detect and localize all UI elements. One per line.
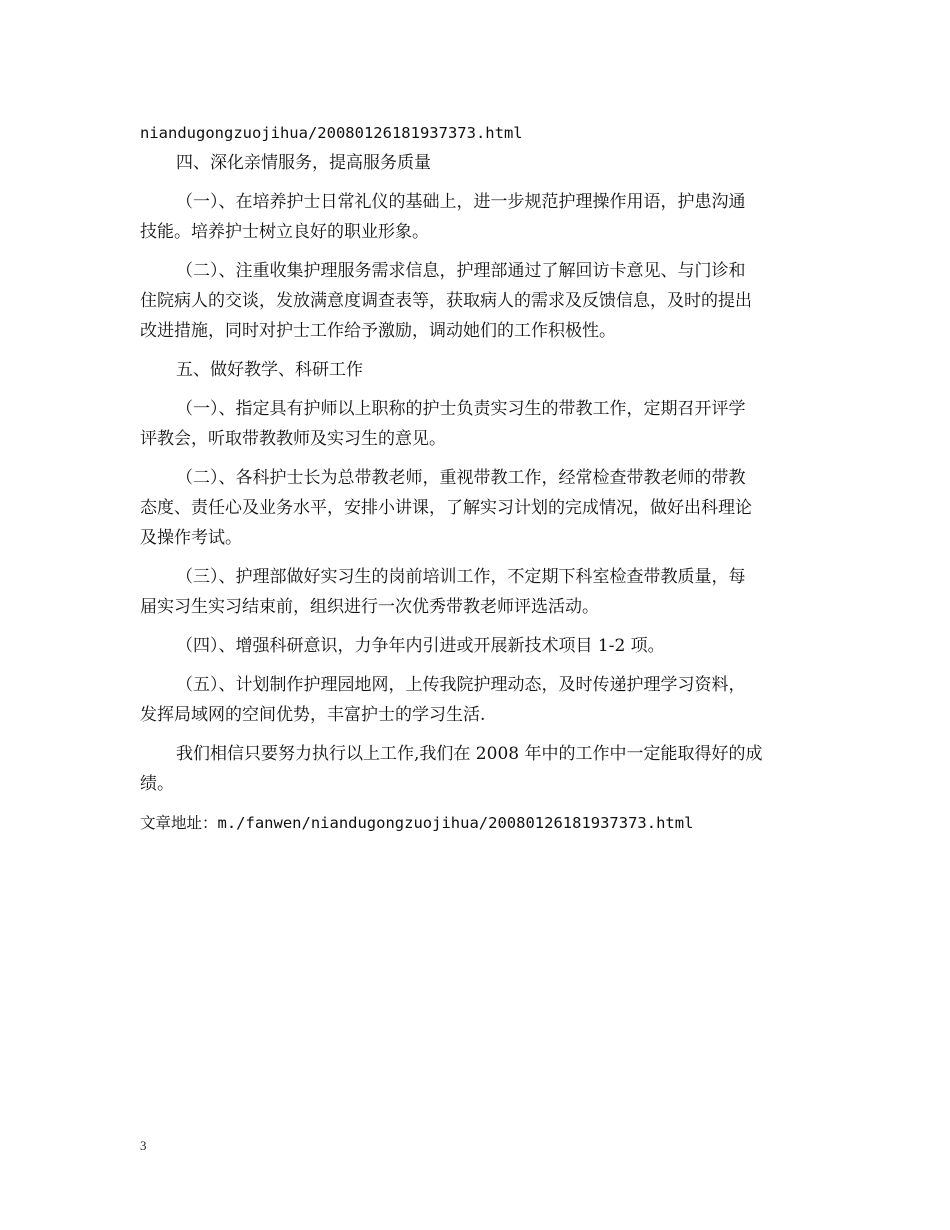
paragraph-line: 改进措施，同时对护士工作给予激励，调动她们的工作积极性。: [140, 321, 616, 341]
paragraph-line: 评教会，听取带教教师及实习生的意见。: [140, 429, 446, 449]
section-heading-five: 五、做好教学、科研工作: [176, 360, 363, 380]
paragraph-line: （四）、增强科研意识，力争年内引进或开展新技术项目 1-2 项。: [176, 636, 665, 656]
paragraph-line: （三）、护理部做好实习生的岗前培训工作，不定期下科室检查带教质量，每: [176, 567, 746, 587]
paragraph-line: 发挥局域网的空间优势，丰富护士的学习生活.: [140, 705, 486, 725]
url-continuation-line: niandugongzuojihua/20080126181937373.html: [140, 124, 523, 142]
page-number: 3: [140, 1138, 147, 1153]
closing-line: 绩。: [140, 774, 174, 794]
section-heading-four: 四、深化亲情服务，提高服务质量: [176, 153, 431, 173]
paragraph-line: （二）、注重收集护理服务需求信息，护理部通过了解回访卡意见、与门诊和: [176, 261, 746, 281]
paragraph-line: （一）、在培养护士日常礼仪的基础上，进一步规范护理操作用语，护患沟通: [176, 192, 746, 212]
paragraph-line: （二）、各科护士长为总带教老师，重视带教工作，经常检查带教老师的带教: [176, 468, 746, 488]
paragraph-line: （五）、计划制作护理园地网，上传我院护理动态，及时传递护理学习资料，: [176, 675, 746, 695]
paragraph-line: 态度、责任心及业务水平，安排小讲课，了解实习计划的完成情况，做好出科理论: [140, 498, 752, 518]
paragraph-line: 及操作考试。: [140, 528, 242, 548]
paragraph-line: （一）、指定具有护师以上职称的护士负责实习生的带教工作，定期召开评学: [176, 399, 746, 419]
paragraph-line: 技能。培养护士树立良好的职业形象。: [140, 222, 429, 242]
closing-line: 我们相信只要努力执行以上工作,我们在 2008 年中的工作中一定能取得好的成: [176, 744, 763, 764]
paragraph-line: 届实习生实习结束前，组织进行一次优秀带教老师评选活动。: [140, 597, 599, 617]
paragraph-line: 住院病人的交谈，发放满意度调查表等，获取病人的需求及反馈信息，及时的提出: [140, 291, 752, 311]
article-address-line: 文章地址：m./fanwen/niandugongzuojihua/20080126181937373.html: [140, 814, 694, 832]
document-body: [140, 118, 812, 838]
